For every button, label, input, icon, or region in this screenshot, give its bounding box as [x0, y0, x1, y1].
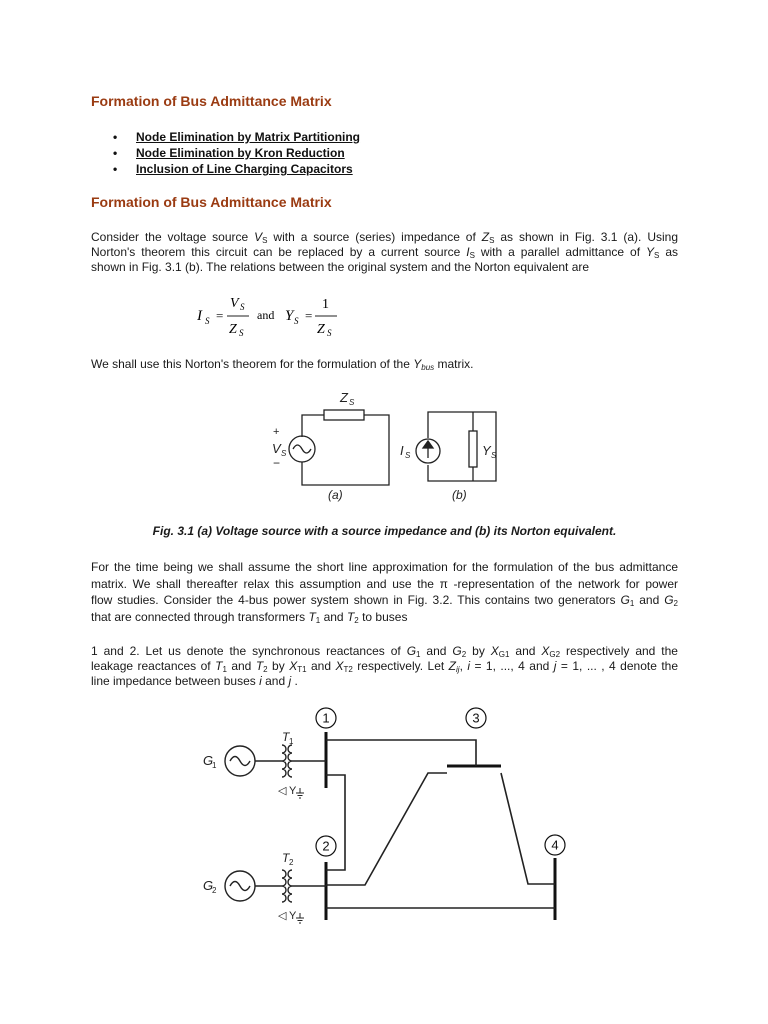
svg-text:G: G — [203, 878, 214, 893]
topic-link-matrix-partitioning[interactable]: • Node Elimination by Matrix Partitioning — [113, 129, 360, 145]
svg-text:1: 1 — [212, 761, 217, 770]
topic-link-line-charging[interactable]: • Inclusion of Line Charging Capacitors — [113, 161, 360, 177]
bus-2-node-label — [316, 836, 336, 856]
topic-link-kron-reduction[interactable]: • Node Elimination by Kron Reduction — [113, 145, 360, 161]
svg-text:◁: ◁ — [278, 785, 287, 797]
svg-text:S: S — [239, 328, 244, 338]
svg-text:S: S — [281, 449, 287, 458]
ybus-sentence: We shall use this Norton's theorem for the formulation of the $Y_{bus}$ matrix. — [91, 357, 474, 372]
voltage-source-circuit — [289, 410, 389, 485]
svg-text:4: 4 — [551, 837, 559, 853]
transmission-lines — [326, 740, 555, 908]
svg-text:I: I — [197, 308, 202, 324]
svg-text:S: S — [294, 316, 299, 326]
generator-1-branch — [225, 745, 326, 777]
svg-text:Z: Z — [317, 322, 325, 337]
generator-2-branch — [225, 870, 326, 902]
ground-icon — [296, 788, 304, 798]
svg-text:2: 2 — [322, 838, 330, 854]
figure-3-1-circuits — [262, 385, 512, 510]
figure-caption: Fig. 3.1 (a) Voltage source with a source impedance and (b) its Norton equivalent. — [152, 524, 617, 538]
svg-text:Y: Y — [285, 308, 294, 324]
ground-icon — [296, 913, 304, 923]
svg-text:T: T — [282, 730, 290, 744]
svg-text:2: 2 — [212, 886, 217, 895]
svg-text:S: S — [327, 328, 332, 338]
section-heading: Formation of Bus Admittance Matrix — [91, 93, 332, 109]
bus-1-node-label — [316, 708, 336, 728]
svg-text:(b): (b) — [452, 488, 467, 502]
body-paragraph-reactances: 1 and 2. Let us denote the synchronous reactances of $G_1$ and $G_2$ by $X_{G1}$ and $X_{G2}$ respectively and the leakage reactances of $T_1$ and $T_2$ by $X_{T1}$ and $X_{T2}$ respectively. Let $Z_{ij}$, i = 1, ..., 4 and j = 1, ... , 4 denote the line impedance between buses i and j . — [91, 644, 679, 688]
section-heading-2: Formation of Bus Admittance Matrix — [91, 194, 332, 210]
line-3-4 — [501, 773, 555, 884]
svg-text:I: I — [400, 443, 404, 458]
line-2-3 — [326, 773, 447, 885]
svg-text:−: − — [273, 456, 281, 470]
figure-3-2-four-bus-system — [195, 700, 585, 932]
svg-text:=: = — [305, 308, 313, 323]
norton-equation — [197, 292, 357, 342]
transformer-1-symbol — [282, 745, 292, 777]
svg-text:G: G — [203, 753, 214, 768]
svg-text:◁: ◁ — [278, 910, 287, 922]
svg-text:Y: Y — [289, 910, 297, 922]
svg-text:V: V — [272, 441, 281, 456]
intro-paragraph: Consider the voltage source $V_S$ with a source (series) impedance of $Z_S$ as shown in Fig. 3.1 (a). Using Norton's theorem this circuit can be replaced by a current source $I_S$ with a parallel admittance of $Y_S$ as shown in Fig. 3.1 (b). The relations between the original system and the Norton equivalent are — [91, 230, 678, 274]
svg-text:T: T — [282, 851, 290, 865]
svg-text:1: 1 — [322, 297, 329, 312]
bus-4-node-label — [545, 835, 565, 855]
svg-text:S: S — [491, 451, 497, 460]
svg-text:and: and — [257, 308, 275, 322]
svg-text:2: 2 — [289, 858, 294, 867]
svg-text:Y: Y — [289, 785, 297, 797]
svg-text:3: 3 — [472, 710, 480, 726]
svg-text:1: 1 — [289, 737, 294, 746]
svg-text:S: S — [240, 302, 245, 312]
series-impedance-symbol — [324, 410, 364, 420]
svg-text:S: S — [205, 316, 210, 326]
svg-text:=: = — [216, 308, 224, 323]
bus-3-node-label — [466, 708, 486, 728]
body-paragraph-short-line: For the time being we shall assume the short line approximation for the formulation of the bus admittance matrix. We shall thereafter relax this assumption and use the π -representation of the network for power flow studies. Consider the 4-bus power system shown in Fig. 3.2. This contains two generators $G_1$ and $G_2$ that are connected through transformers $T_1$ and $T_2$ to buses — [91, 560, 678, 625]
svg-text:Y: Y — [482, 443, 491, 458]
svg-text:S: S — [349, 398, 355, 407]
svg-text:S: S — [405, 451, 411, 460]
parallel-admittance-symbol — [469, 431, 477, 467]
svg-text:Z: Z — [229, 322, 237, 337]
topic-list — [113, 129, 360, 177]
svg-text:V: V — [230, 296, 239, 311]
svg-text:+: + — [273, 426, 280, 438]
svg-text:1: 1 — [322, 710, 330, 726]
line-1-3 — [326, 740, 476, 766]
svg-text:Z: Z — [340, 390, 348, 405]
svg-text:(a): (a) — [328, 488, 343, 502]
transformer-2-symbol — [282, 870, 292, 902]
